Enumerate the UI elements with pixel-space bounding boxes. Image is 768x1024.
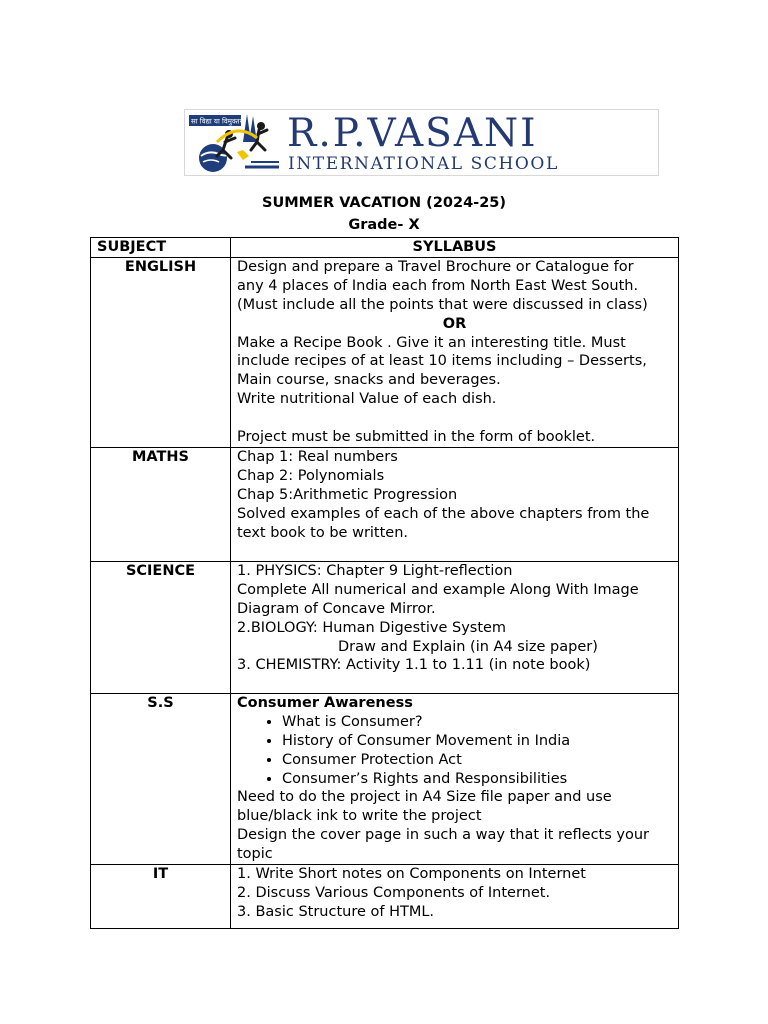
syllabus-ss: [231, 693, 679, 864]
syllabus-science: [231, 561, 679, 693]
subject-it: IT: [91, 865, 231, 929]
subject-maths: MATHS: [91, 447, 231, 561]
list-item: • History of Consumer Movement in India: [282, 732, 672, 751]
syllabus-line: 1. Write Short notes on Components on Internet: [237, 866, 586, 883]
or-separator: OR: [442, 315, 467, 332]
page-title: SUMMER VACATION (2024-25): [262, 195, 506, 211]
syllabus-line: topic: [237, 846, 273, 863]
subject-english: ENGLISH: [91, 257, 231, 447]
list-item: • What is Consumer?: [282, 713, 672, 732]
syllabus-line: Project must be submitted in the form of booklet.: [237, 429, 596, 446]
row-it: [91, 865, 679, 929]
syllabus-maths: [231, 447, 679, 561]
list-item: • Consumer’s Rights and Responsibilities: [282, 770, 672, 789]
grade-label: Grade- X: [348, 217, 420, 233]
syllabus-line: Draw and Explain (in A4 size paper): [338, 638, 598, 655]
syllabus-line: 3. Basic Structure of HTML.: [237, 903, 435, 920]
syllabus-english: [231, 257, 679, 447]
list-item: • Consumer Protection Act: [282, 751, 672, 770]
header-syllabus: SYLLABUS: [231, 238, 679, 258]
syllabus-line: (Must include all the points that were discussed in class): [237, 296, 648, 313]
syllabus-line: 1. PHYSICS: Chapter 9 Light-reflection: [237, 562, 513, 579]
header-subject: SUBJECT: [91, 238, 231, 258]
syllabus-line: 2.BIOLOGY: Human Digestive System: [237, 619, 507, 636]
syllabus-it: [231, 865, 679, 929]
syllabus-line: blue/black ink to write the project: [237, 808, 482, 825]
school-emblem-icon: [187, 112, 281, 173]
syllabus-line: 3. CHEMISTRY: Activity 1.1 to 1.11 (in note book): [237, 657, 591, 674]
syllabus-line: Chap 2: Polynomials: [237, 467, 385, 484]
syllabus-line: Solved examples of each of the above chapters from the: [237, 505, 650, 522]
syllabus-table: [90, 237, 679, 929]
syllabus-line: 2. Discuss Various Components of Internet.: [237, 885, 551, 902]
syllabus-line: text book to be written.: [237, 524, 409, 541]
table-header-row: [91, 238, 679, 258]
syllabus-line: Complete All numerical and example Along With Image: [237, 581, 639, 598]
syllabus-line: Need to do the project in A4 Size file paper and use: [237, 789, 612, 806]
syllabus-line: Diagram of Concave Mirror.: [237, 600, 436, 617]
row-science: [91, 561, 679, 693]
syllabus-line: include recipes of at least 10 items including – Desserts,: [237, 353, 647, 370]
topic-heading: Consumer Awareness: [237, 694, 413, 711]
syllabus-line: Main course, snacks and beverages.: [237, 372, 501, 389]
syllabus-line: Design the cover page in such a way that it reflects your: [237, 827, 650, 844]
row-english: [91, 257, 679, 447]
syllabus-line: any 4 places of India each from North East West South.: [237, 277, 639, 294]
row-ss: [91, 693, 679, 864]
syllabus-line: Design and prepare a Travel Brochure or Catalogue for: [237, 258, 634, 275]
school-subtitle: INTERNATIONAL SCHOOL: [288, 154, 559, 174]
spacer: [237, 409, 672, 428]
syllabus-line: Chap 1: Real numbers: [237, 448, 398, 465]
topic-list: [237, 713, 672, 789]
subject-science: SCIENCE: [91, 561, 231, 693]
syllabus-line: Make a Recipe Book . Give it an interesting title. Must: [237, 334, 626, 351]
school-logo: [184, 109, 659, 176]
emblem-motto: सा विद्या या विमुक्तये: [191, 117, 244, 126]
syllabus-line: Chap 5:Arithmetic Progression: [237, 486, 458, 503]
school-name: R.P.VASANI: [287, 111, 538, 156]
syllabus-line: Write nutritional Value of each dish.: [237, 391, 497, 408]
row-maths: [91, 447, 679, 561]
subject-ss: S.S: [91, 693, 231, 864]
